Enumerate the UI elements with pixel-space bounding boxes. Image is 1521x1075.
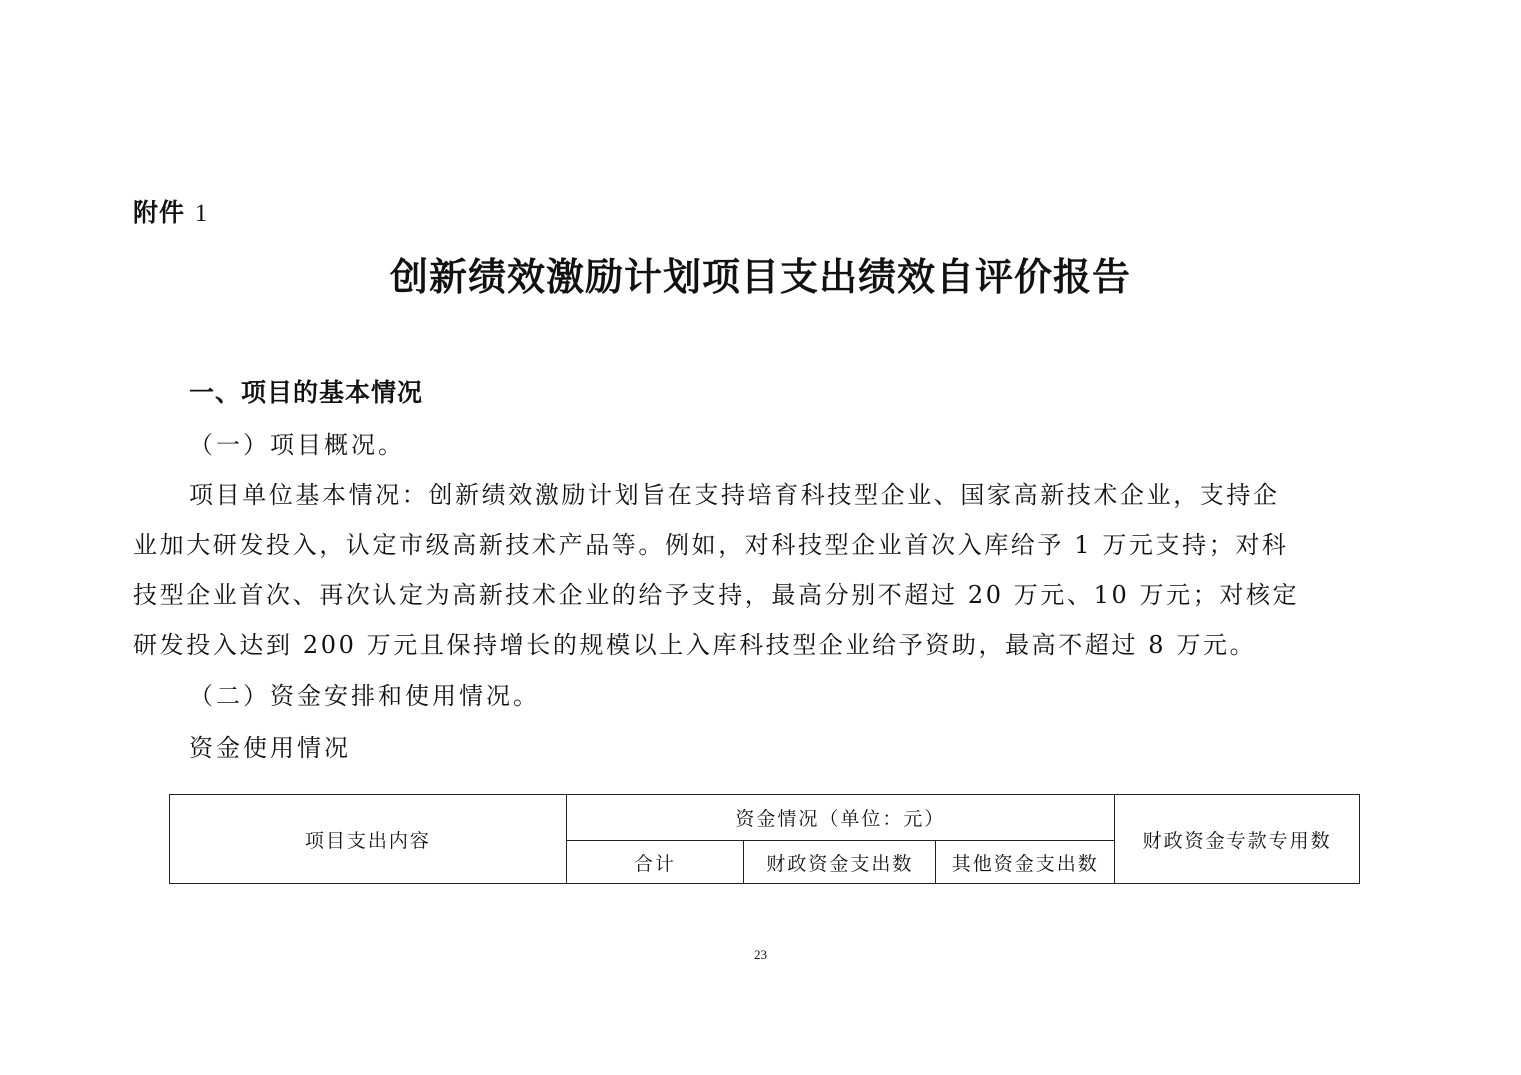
paragraph-line: 项目单位基本情况：创新绩效激励计划旨在支持培育科技型企业、国家高新技术企业，支持企 bbox=[189, 481, 1280, 509]
fund-usage-table bbox=[169, 794, 1360, 884]
document-title: 创新绩效激励计划项目支出绩效自评价报告 bbox=[389, 254, 1131, 299]
header-cell-funds-group: 资金情况（单位：元） bbox=[566, 795, 1115, 841]
header-cell-special-use: 财政资金专款专用数 bbox=[1115, 795, 1360, 884]
header-cell-content: 项目支出内容 bbox=[170, 795, 567, 884]
table-caption: 资金使用情况 bbox=[189, 734, 351, 762]
paragraph-line: 技型企业首次、再次认定为高新技术企业的给予支持，最高分别不超过 20 万元、10 万元；对核定 bbox=[133, 581, 1300, 609]
attachment-label bbox=[133, 193, 208, 229]
overview-paragraph bbox=[133, 470, 1373, 670]
subsection-heading-funding: （二）资金安排和使用情况。 bbox=[189, 682, 540, 710]
header-cell-other: 其他资金支出数 bbox=[936, 841, 1115, 884]
section-heading-basic-info: 一、项目的基本情况 bbox=[189, 378, 424, 407]
table-header-row bbox=[170, 795, 1360, 841]
attachment-label-text: 附件 bbox=[133, 198, 186, 227]
paragraph-line: 研发投入达到 200 万元且保持增长的规模以上入库科技型企业给予资助，最高不超过 8 万元。 bbox=[133, 631, 1257, 659]
attachment-number: 1 bbox=[194, 200, 209, 227]
paragraph-line: 业加大研发投入，认定市级高新技术产品等。例如，对科技型企业首次入库给予 1 万元支持；对科 bbox=[133, 531, 1289, 559]
header-cell-fiscal: 财政资金支出数 bbox=[744, 841, 936, 884]
header-cell-total: 合计 bbox=[566, 841, 744, 884]
subsection-heading-overview: （一）项目概况。 bbox=[189, 431, 405, 459]
page-number: 23 bbox=[754, 947, 767, 962]
